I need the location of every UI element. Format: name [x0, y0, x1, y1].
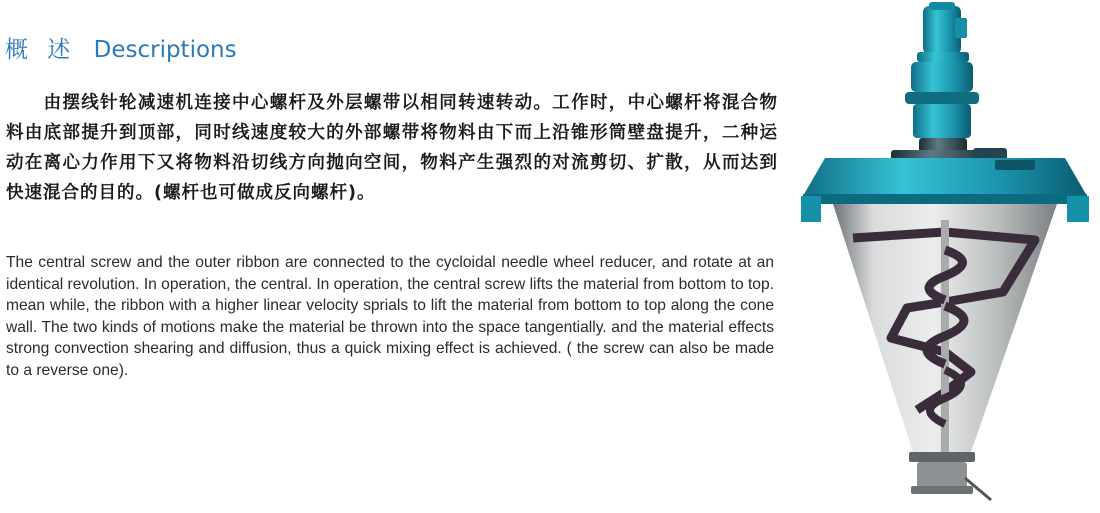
top-cover — [803, 158, 1087, 196]
chinese-description: 由摆线针轮减速机连接中心螺杆及外层螺带以相同转速转动。工作时，中心螺杆将混合物料由底部提升到顶部，同时线速度较大的外部螺带将物料由下而上沿锥形筒壁盘提升，二种运动在离心力作用下又将物料沿切线方向抛向空间，物料产生强烈的对流剪切、扩散，从而达到快速混合的目的。(螺杆也可做成反向螺杆)。 — [6, 93, 778, 203]
motor-box — [955, 18, 967, 38]
cover-rim — [803, 194, 1087, 204]
motor-cap — [929, 2, 955, 10]
bottom-flange — [909, 452, 975, 462]
heading-english: Descriptions — [93, 37, 237, 63]
reducer-band — [905, 92, 979, 104]
valve-base — [911, 486, 973, 494]
top-port — [995, 160, 1035, 170]
discharge-valve — [917, 462, 967, 488]
motor-flange — [917, 52, 969, 62]
conical-screw-mixer-image — [795, 0, 1100, 509]
reducer-upper — [911, 62, 973, 92]
section-heading — [5, 31, 237, 64]
right-lug — [1067, 196, 1089, 222]
mixer-illustration — [795, 0, 1100, 509]
left-lug — [801, 196, 821, 222]
english-description: The central screw and the outer ribbon are connected to the cycloidal needle wheel reducer, and rotate at an identical revolution. In operation, the central. In operation, the central screw lifts the material from bottom to top. mean while, the ribbon with a higher linear velocity sprials to lift the material from bottom to top along the cone wall. The two kinds of motions make the material be thrown into the space tangentially. and the material effects strong convection shearing and diffusion, thus a quick mixing effect is achieved. ( the screw can also be made to a reverse one). — [6, 254, 774, 379]
heading-chinese: 概 述 — [5, 37, 77, 63]
reducer-lower — [913, 104, 971, 138]
